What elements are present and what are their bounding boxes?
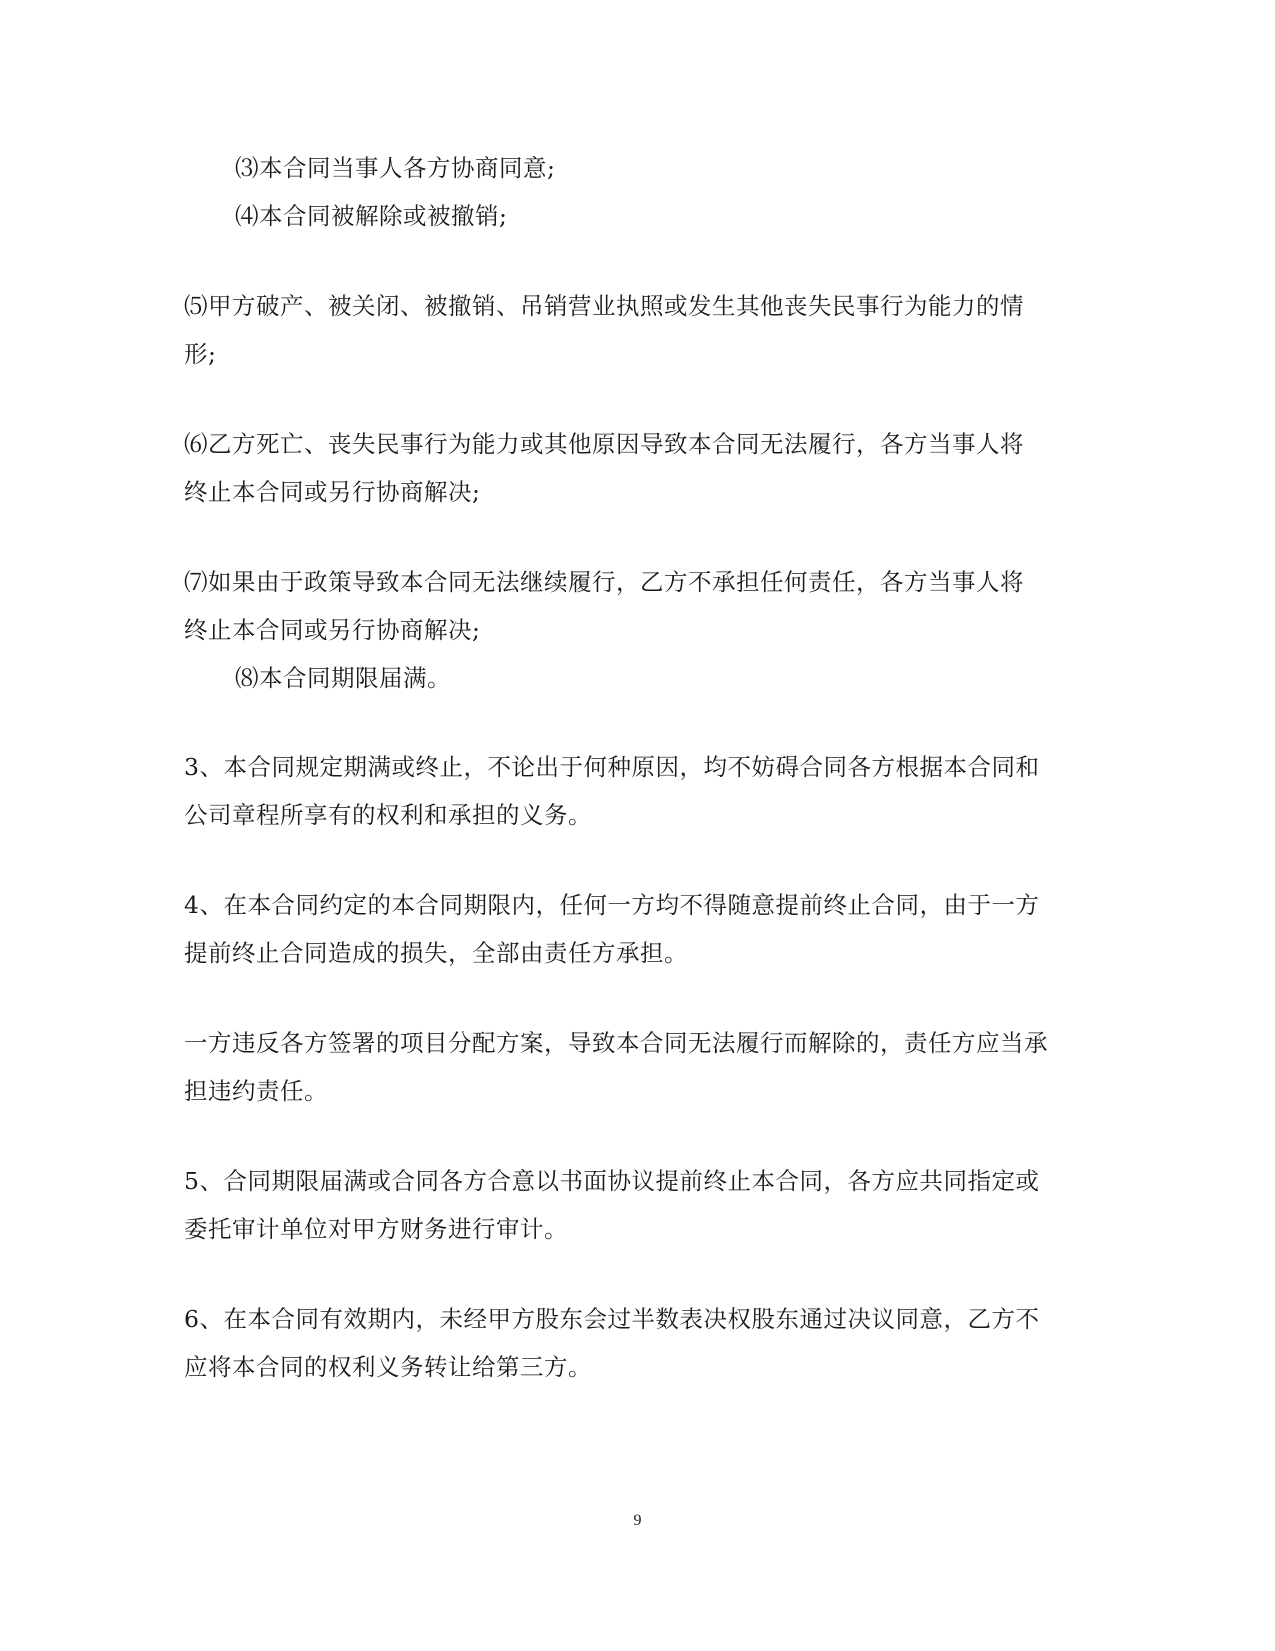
clause-item-7-line-1: ⑺如果由于政策导致本合同无法继续履行，乙方不承担任何责任，各方当事人将 <box>184 568 1024 596</box>
article-6-line-1: 6、在本合同有效期内，未经甲方股东会过半数表决权股东通过决议同意，乙方不 <box>184 1305 1040 1333</box>
clause-item-6-line-1: ⑹乙方死亡、丧失民事行为能力或其他原因导致本合同无法履行，各方当事人将 <box>184 430 1024 458</box>
article-3-line-2: 公司章程所享有的权利和承担的义务。 <box>184 801 592 829</box>
article-3-line-1: 3、本合同规定期满或终止，不论出于何种原因，均不妨碍合同各方根据本合同和 <box>184 753 1040 781</box>
clause-item-8: ⑻本合同期限届满。 <box>235 664 451 692</box>
page-number: 9 <box>633 1512 642 1529</box>
clause-item-7-line-2: 终止本合同或另行协商解决; <box>184 616 481 644</box>
clause-item-6-line-2: 终止本合同或另行协商解决; <box>184 478 481 506</box>
breach-paragraph-line-2: 担违约责任。 <box>184 1077 328 1105</box>
article-4-line-2: 提前终止合同造成的损失，全部由责任方承担。 <box>184 939 688 967</box>
article-4-line-1: 4、在本合同约定的本合同期限内，任何一方均不得随意提前终止合同，由于一方 <box>184 891 1040 919</box>
clause-item-5-line-1: ⑸甲方破产、被关闭、被撤销、吊销营业执照或发生其他丧失民事行为能力的情 <box>184 292 1024 320</box>
clause-item-5-line-2: 形; <box>184 340 217 368</box>
article-6-line-2: 应将本合同的权利义务转让给第三方。 <box>184 1353 592 1381</box>
article-5-line-1: 5、合同期限届满或合同各方合意以书面协议提前终止本合同，各方应共同指定或 <box>184 1167 1040 1195</box>
clause-item-4: ⑷本合同被解除或被撤销; <box>235 202 508 230</box>
article-5-line-2: 委托审计单位对甲方财务进行审计。 <box>184 1215 568 1243</box>
breach-paragraph-line-1: 一方违反各方签署的项目分配方案，导致本合同无法履行而解除的，责任方应当承 <box>184 1029 1048 1057</box>
clause-item-3: ⑶本合同当事人各方协商同意; <box>235 154 556 182</box>
